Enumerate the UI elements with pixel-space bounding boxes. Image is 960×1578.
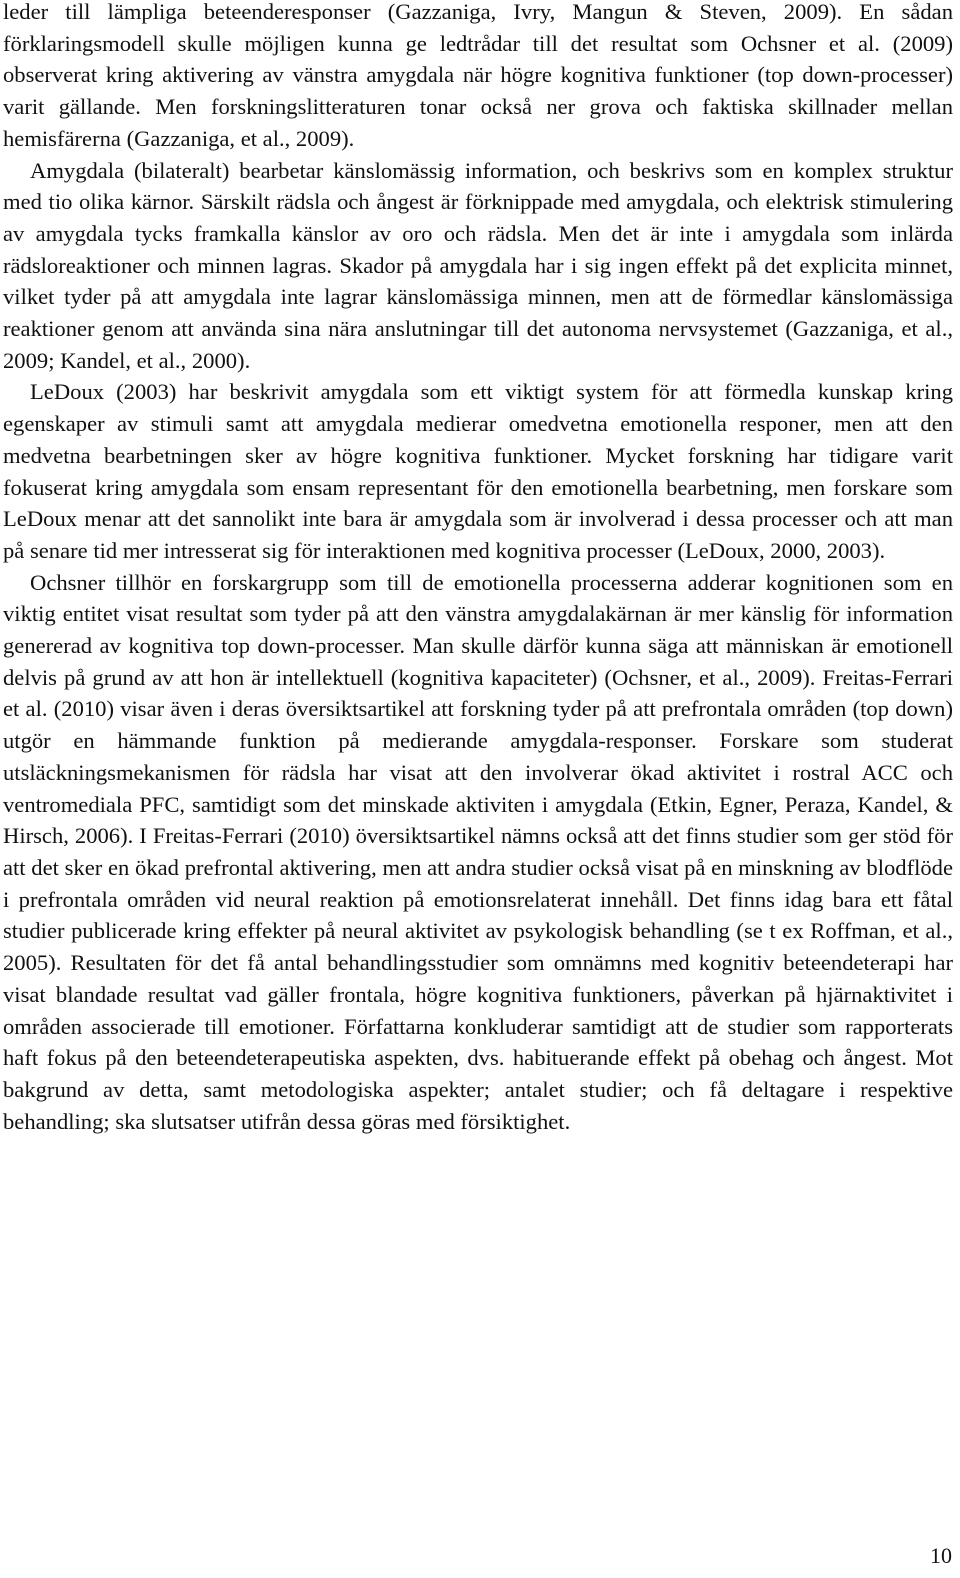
page-number: 10 — [930, 1543, 952, 1568]
paragraph-amygdala: Amygdala (bilateralt) bearbetar känslomässig information, och beskrivs som en komplex struktur med tio olika kärnor. Särskilt rädsla och ångest är förknippade med amygdala, och elektrisk stimulering av amygdala tycks framkalla känslor av oro och rädsla. Men det är inte i amygdala som inlärda rädsloreaktioner och minnen lagras. Skador på amygdala har i sig ingen effekt på det explicita minnet, vilket tyder på att amygdala inte lagrar känslomässiga minnen, men att de förmedlar känslomässiga reaktioner genom att använda sina nära anslutningar till det autonoma nervsystemet (Gazzaniga, et al., 2009; Kandel, et al., 2000). — [3, 157, 953, 373]
body-text — [3, 0, 953, 1137]
paragraph-continuation: leder till lämpliga beteenderesponser (Gazzaniga, Ivry, Mangun & Steven, 2009). En sådan förklaringsmodell skulle möjligen kunna ge ledtrådar till det resultat som Ochsner et al. (2009) observerat kring aktivering av vänstra amygdala när högre kognitiva funktioner (top down-processer) varit gällande. Men forskningslitteraturen tonar också ner grova och faktiska skillnader mellan hemisfärerna (Gazzaniga, et al., 2009). — [3, 0, 953, 151]
paragraph-ochsner: Ochsner tillhör en forskargrupp som till de emotionella processerna adderar kognitionen som en viktig entitet visat resultat som tyder på att den vänstra amygdalakärnan är mer känslig för information genererad av kognitiva top down-processer. Man skulle därför kunna säga att människan är emotionell delvis på grund av att hon är intellektuell (kognitiva kapaciteter) (Ochsner, et al., 2009). Freitas-Ferrari et al. (2010) visar även i deras översiktsartikel att forskning tyder på att prefrontala områden (top down) utgör en hämmande funktion på medierande amygdala-responser. Forskare som studerat utsläckningsmekanismen för rädsla har visat att den involverar ökad aktivitet i rostral ACC och ventromediala PFC, samtidigt som det minskade aktiviten i amygdala (Etkin, Egner, Peraza, Kandel, & Hirsch, 2006). I Freitas-Ferrari (2010) översiktsartikel nämns också att det finns studier som ger stöd för att det sker en ökad prefrontal aktivering, men att andra studier också visat på en minskning av blodflöde i prefrontala områden vid neural reaktion på emotionsrelaterat innehåll. Det finns idag bara ett fåtal studier publicerade kring effekter på neural aktivitet av psykologisk behandling (se t ex Roffman, et al., 2005). Resultaten för det få antal behandlingsstudier som omnämns med kognitiv beteendeterapi har visat blandade resultat vad gäller frontala, högre kognitiva funktioners, påverkan på hjärnaktivitet i områden associerade till emotioner. Författarna konkluderar samtidigt att de studier som rapporterats haft fokus på den beteendeterapeutiska aspekten, dvs. habituerande effekt på obehag och ångest. Mot bakgrund av detta, samt metodologiska aspekter; antalet studier; och få deltagare i respektive behandling; ska slutsatser utifrån dessa göras med försiktighet. — [3, 569, 953, 1134]
paragraph-ledoux: LeDoux (2003) har beskrivit amygdala som ett viktigt system för att förmedla kunskap kring egenskaper av stimuli samt att amygdala medierar omedvetna emotionella responer, men att den medvetna bearbetningen sker av högre kognitiva funktioner. Mycket forskning har tidigare varit fokuserat kring amygdala som ensam representant för den emotionella bearbetning, men forskare som LeDoux menar att det sannolikt inte bara är amygdala som är involverad i dessa processer och att man på senare tid mer intresserat sig för interaktionen med kognitiva processer (LeDoux, 2000, 2003). — [3, 379, 953, 563]
